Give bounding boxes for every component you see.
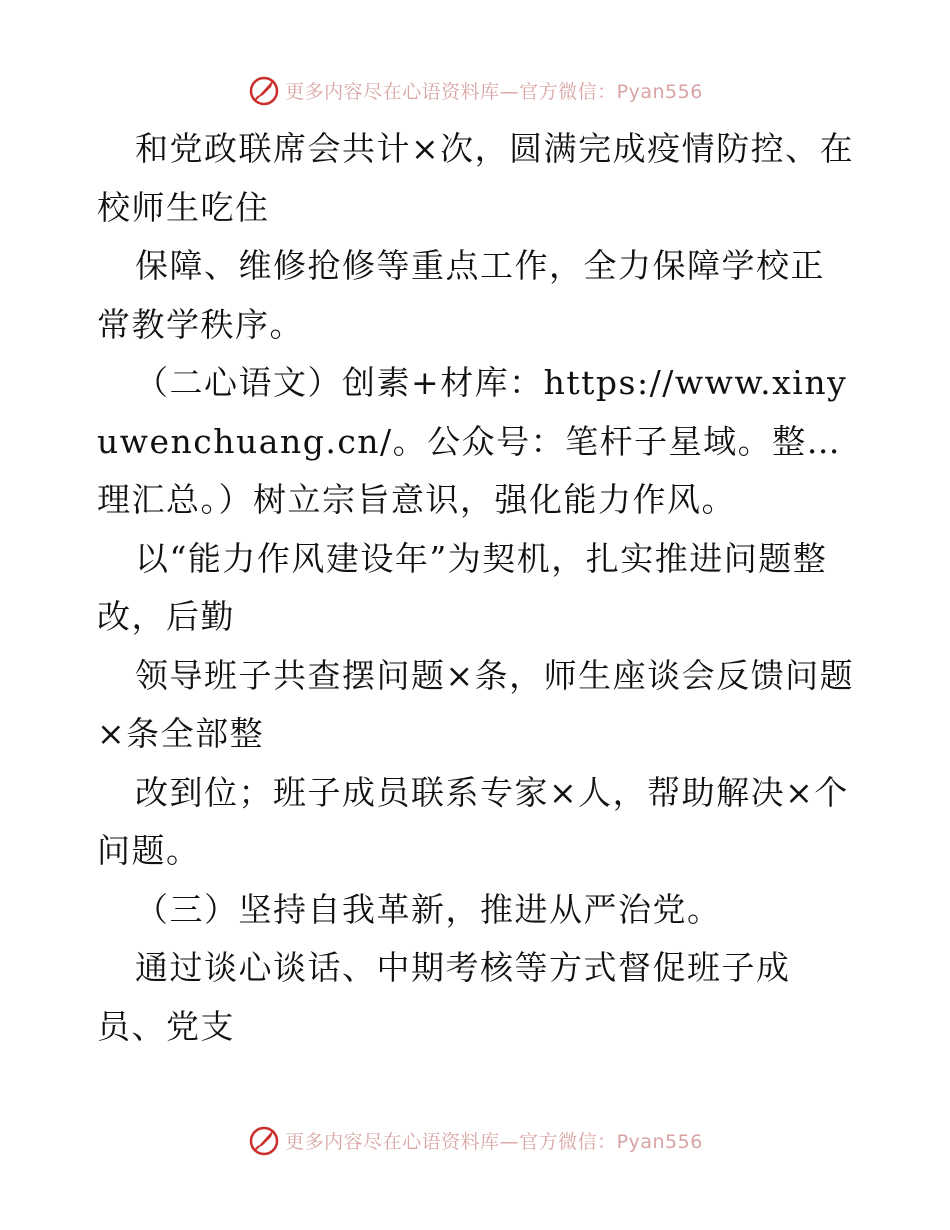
document-body xyxy=(97,120,857,1056)
header-banner xyxy=(0,70,950,110)
paragraph: 领导班子共查摆问题×条，师生座谈会反馈问题×条全部整 xyxy=(97,655,855,753)
quill-logo-icon xyxy=(247,1123,281,1157)
paragraph: 保障、维修抢修等重点工作，全力保障学校正常教学秩序。 xyxy=(97,246,825,344)
paragraph: 以“能力作风建设年”为契机，扎实推进问题整改，后勤 xyxy=(97,538,828,636)
paragraph: （二心语文）创素+材库：https://www.xinyuwenchuang.cn/。公众号：笔杆子星域。整…理汇总。）树立宗旨意识，强化能力作风。 xyxy=(97,363,848,519)
footer-banner-text: 更多内容尽在心语资料库—官方微信：Pyan556 xyxy=(285,1130,703,1153)
header-banner-text: 更多内容尽在心语资料库—官方微信：Pyan556 xyxy=(285,80,703,103)
paragraph: 改到位；班子成员联系专家×人，帮助解决×个问题。 xyxy=(97,772,849,870)
paragraph: 通过谈心谈话、中期考核等方式督促班子成员、党支 xyxy=(97,948,791,1046)
quill-logo-icon xyxy=(247,73,281,107)
paragraph: 和党政联席会共计×次，圆满完成疫情防控、在校师生吃住 xyxy=(97,129,855,227)
footer-banner xyxy=(0,1120,950,1160)
paragraph: （三）坚持自我革新，推进从严治党。 xyxy=(135,889,722,929)
